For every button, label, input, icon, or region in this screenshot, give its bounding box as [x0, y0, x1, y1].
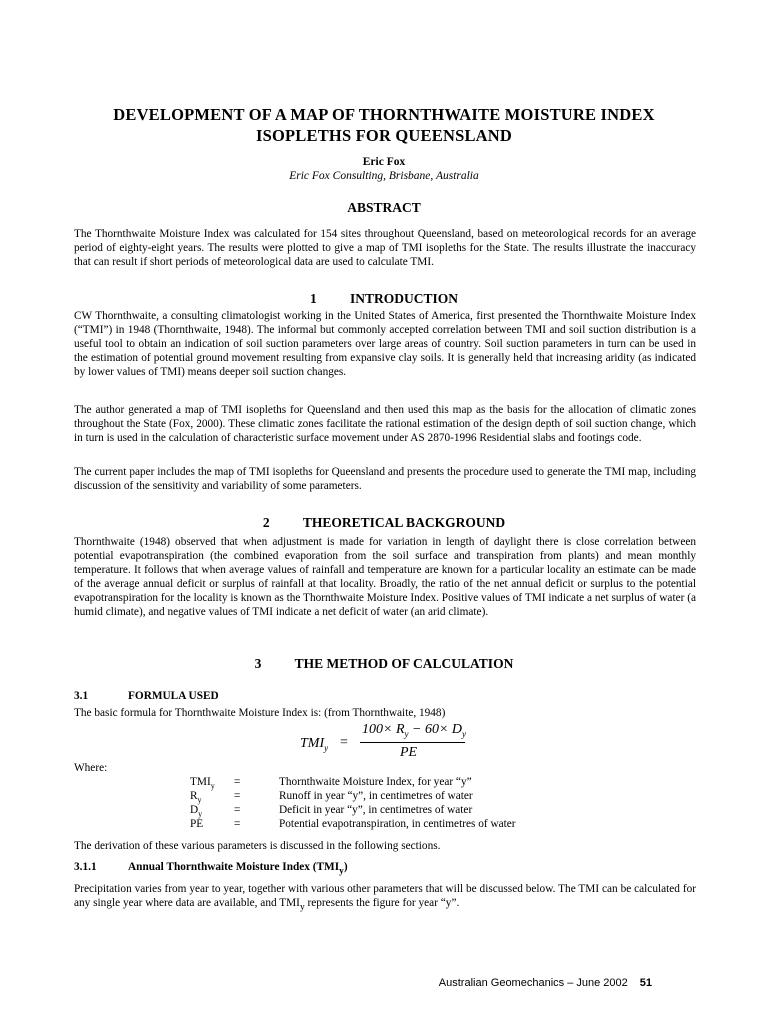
section-title: THEORETICAL BACKGROUND	[302, 515, 506, 530]
section-1-paragraph-3: The current paper includes the map of TMI isopleths for Queensland and presents the procedure used to generate the TMI map, including discussion of the sensitivity and variability of some parameters.	[74, 466, 696, 493]
section-number: 3	[254, 656, 262, 671]
definition-equals: =	[234, 776, 241, 788]
formula-equals: =	[340, 735, 348, 750]
definition-description: Runoff in year “y”, in centimetres of water	[279, 790, 473, 803]
subsection-3-1-1-heading	[74, 861, 348, 877]
subsection-title: FORMULA USED	[128, 690, 219, 702]
subsection-number: 3.1.1	[74, 861, 97, 873]
section-title: INTRODUCTION	[349, 291, 458, 306]
author-name: Eric Fox	[362, 156, 406, 168]
section-1-paragraph-1: CW Thornthwaite, a consulting climatologist working in the United States of America, first presented the Thornthwaite Moisture Index (“TMI”) in 1948 (Thornthwaite, 1948). The informal but commonly accepted correlation between TMI and soil suction distribution is a useful tool to obtain an indication of soil suction parameters over large areas of country. Soil suction parameters in turn can be used in the estimation of potential ground movement resulting from expansive clay soils. It is generally held that increasing aridity (as indicated by lower values of TMI) means deeper soil suction changes.	[74, 310, 696, 379]
definition-symbol: $D_y$	[190, 804, 203, 819]
section-title: THE METHOD OF CALCULATION	[294, 656, 514, 671]
section-1-paragraph-2: The author generated a map of TMI isopleths for Queensland and then used this map as the basis for the allocation of climatic zones throughout the State (Fox, 2000). These climatic zones facilitate the rational estimation of the design depth of soil suction change, which in turn is used in the calculation of characteristic surface movement under AS 2870-1996 Residential slabs and footings code.	[74, 404, 696, 445]
subsection-3-1-1-text: Precipitation varies from year to year, together with various other parameters that will be discussed below. The TMI can be calculated for any single year where data are available, and $TMI_y$ represents the figure for year “y”.	[74, 883, 696, 913]
abstract-text: The Thornthwaite Moisture Index was calculated for 154 sites throughout Queensland, based on meteorological records for an average period of eighty-eight years. The results were plotted to give a map of TMI isopleths for the State. The results illustrate the inaccuracy that can result if short periods of meteorological data are used to calculate TMI.	[74, 228, 696, 269]
formula-lhs: $TMI_y$	[300, 736, 329, 753]
subsection-number: 3.1	[74, 690, 89, 702]
author-affiliation: Eric Fox Consulting, Brisbane, Australia	[289, 170, 479, 182]
definition-description: Potential evapotranspiration, in centimetres of water	[279, 818, 516, 831]
tmi-formula	[296, 720, 496, 768]
journal-name: Australian Geomechanics – June 2002	[438, 977, 628, 989]
definition-description: Thornthwaite Moisture Index, for year “y”	[279, 776, 472, 788]
section-2-paragraph-1: Thornthwaite (1948) observed that when adjustment is made for variation in length of daylight there is close correlation between potential evapotranspiration (the combined evaporation from the soil surface and transpiration from plants) and mean monthly temperature. It follows that when average values of rainfall and temperature are known for a particular locality an estimate can be made of the average annual deficit or surplus of rainfall at that locality. Broadly, the ratio of the net annual deficit or surplus to the potential evapotranspiration for the locality is known as the Thornthwaite Moisture Index. Positive values of TMI indicate a net surplus of water (a humid climate), and negative values of TMI indicate a net deficit of water (an arid climate).	[74, 536, 696, 619]
definition-equals: =	[234, 790, 241, 803]
title-line-2: ISOPLETHS FOR QUEENSLAND	[255, 126, 513, 145]
paper-title	[60, 104, 708, 146]
abstract-heading: ABSTRACT	[347, 200, 421, 215]
where-label: Where:	[74, 762, 108, 774]
derivation-note: The derivation of these various parameters is discussed in the following sections.	[74, 840, 441, 852]
definition-equals: =	[234, 818, 241, 831]
page-footer	[439, 977, 652, 989]
section-number: 2	[262, 515, 270, 530]
formula-numerator: $100\times R_y - 60\times D_y$	[362, 722, 467, 739]
subsection-3-1-heading	[74, 690, 219, 702]
page-number: 51	[639, 977, 652, 989]
definition-symbol: $R_y$	[190, 790, 202, 805]
title-line-1: DEVELOPMENT OF A MAP OF THORNTHWAITE MOISTURE INDEX	[113, 105, 655, 124]
definition-symbol: $TMI_y$	[190, 776, 215, 791]
definition-symbol: PE	[190, 818, 204, 831]
section-1-heading	[0, 291, 768, 307]
section-2-heading	[0, 515, 768, 531]
subsection-title: Annual Thornthwaite Moisture Index $(TMI_y)$	[128, 861, 348, 877]
section-number: 1	[309, 291, 317, 306]
formula-intro: The basic formula for Thornthwaite Moisture Index is: (from Thornthwaite, 1948)	[74, 707, 446, 719]
definition-description: Deficit in year “y”, in centimetres of water	[279, 804, 473, 817]
section-3-heading	[0, 656, 768, 672]
formula-denominator: PE	[400, 745, 418, 760]
fraction-bar	[360, 742, 465, 743]
definition-equals: =	[234, 804, 241, 817]
